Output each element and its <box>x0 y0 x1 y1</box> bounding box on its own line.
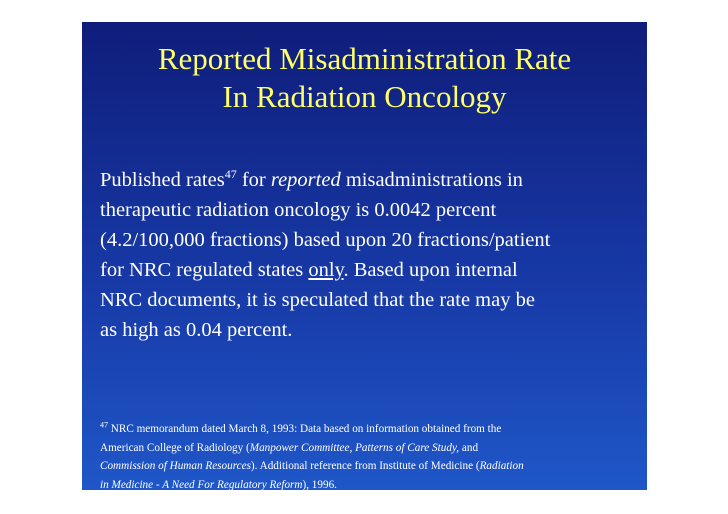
body-text: for NRC regulated states <box>100 259 309 281</box>
body-text: Published rates <box>100 169 225 191</box>
title-line-1: Reported Misadministration Rate <box>157 41 572 76</box>
footnote-number: 47 <box>100 420 108 430</box>
footnote-reference: 47 <box>224 167 237 182</box>
footnote-italic-text: Commission of Human Resources <box>100 460 251 472</box>
body-line-2: therapeutic radiation oncology is 0.0042 percent <box>100 199 497 221</box>
body-paragraph <box>100 165 640 345</box>
footnote <box>100 420 640 490</box>
body-line-1 <box>100 165 640 195</box>
footnote-italic-text: Manpower Committee, Patterns of Care Study, <box>249 441 460 454</box>
body-text: misadministrations in <box>340 169 523 191</box>
footnote-text: and <box>459 441 479 454</box>
body-italic-text: reported <box>270 169 341 191</box>
body-line-4 <box>100 255 640 285</box>
body-text: for <box>236 169 271 191</box>
body-underlined-text: only <box>308 259 344 281</box>
slide <box>82 22 647 490</box>
footnote-line-2 <box>100 439 640 458</box>
footnote-italic-text: in Medicine - A Need For Regulatory Reform <box>100 478 303 490</box>
footnote-text: ). Additional reference from Institute of Medicine ( <box>250 460 480 472</box>
slide-title <box>82 40 647 116</box>
footnote-text: NRC memorandum dated March 8, 1993: Data based on information obtained from the <box>108 423 502 435</box>
footnote-text: ), 1996. <box>302 478 337 490</box>
footnote-italic-text: Radiation <box>479 460 524 472</box>
body-line-5: NRC documents, it is speculated that the rate may be <box>100 289 535 311</box>
footnote-line-1 <box>100 420 640 439</box>
body-line-3: (4.2/100,000 fractions) based upon 20 fractions/patient <box>100 229 551 251</box>
title-line-2: In Radiation Oncology <box>222 79 507 114</box>
footnote-text: American College of Radiology ( <box>100 441 250 454</box>
footnote-line-4 <box>100 476 640 491</box>
body-text: . Based upon internal <box>343 259 518 281</box>
footnote-line-3 <box>100 457 640 476</box>
body-line-6: as high as 0.04 percent. <box>100 319 293 341</box>
